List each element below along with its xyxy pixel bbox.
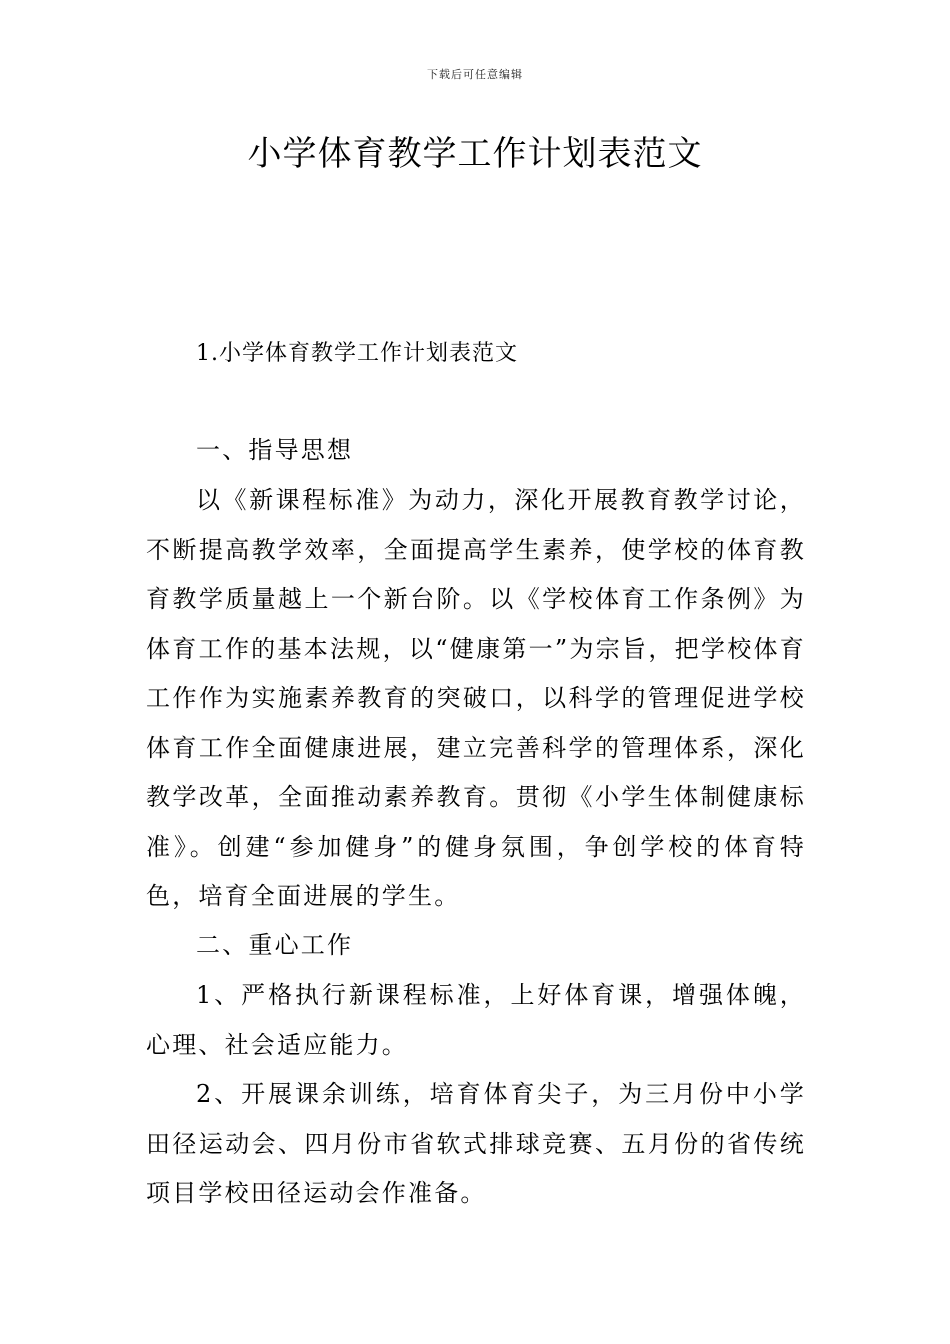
document-title: 小学体育教学工作计划表范文 [247, 134, 703, 174]
section-heading-focus: 二、重心工作 [196, 931, 354, 959]
paragraph-guide: 以《新课程标准》为动力，深化开展教育教学讨论，不断提高教学效率，全面提高学生素养，使学校的体育教育教学质量越上一个新台阶。以《学校体育工作条例》为体育工作的基本法规，以“健康第一”为宗旨，把学校体育工作作为实施素养教育的突破口，以科学的管理促进学校体育工作全面健康进展，建立完善科学的管理体系，深化教学改革，全面推动素养教育。贯彻《小学生体制健康标准》。创建“参加健身”的健身氛围，争创学校的体育特色，培育全面进展的学生。 [146, 486, 806, 910]
document-subtitle: 1.小学体育教学工作计划表范文 [196, 341, 518, 366]
focus-item-1: 1、严格执行新课程标准，上好体育课，增强体魄，心理、社会适应能力。 [146, 981, 806, 1059]
focus-item-2: 2、开展课余训练，培育体育尖子，为三月份中小学田径运动会、四月份市省软式排球竞赛、五月份的省传统项目学校田径运动会作准备。 [146, 1080, 806, 1207]
section-heading-guide: 一、指导思想 [196, 436, 354, 464]
header-note: 下载后可任意编辑 [427, 68, 523, 81]
